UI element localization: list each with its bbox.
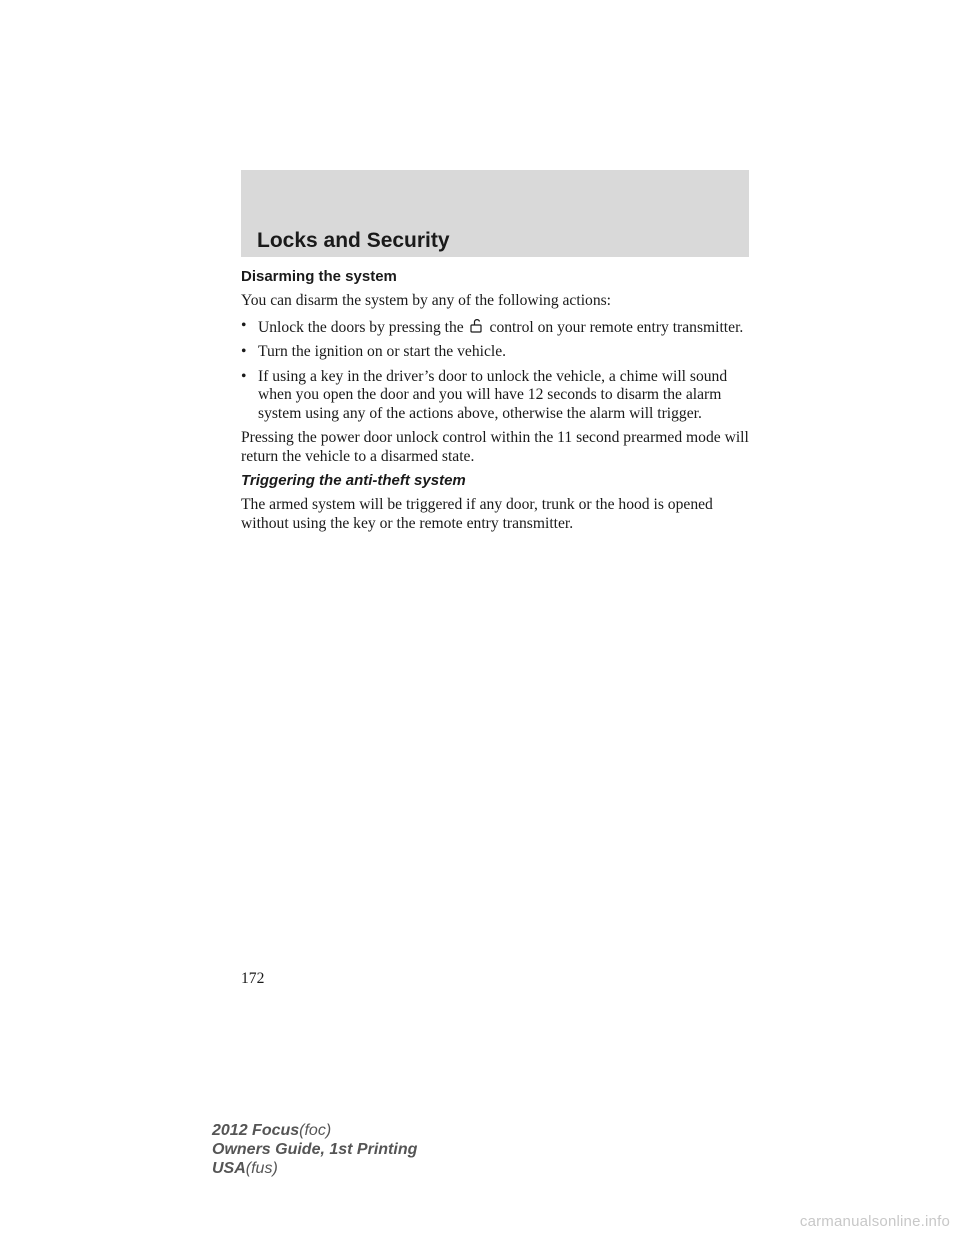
- bullet-glyph: •: [241, 316, 247, 334]
- disarming-heading: Disarming the system: [241, 268, 397, 285]
- footer-line-market: [212, 1159, 417, 1178]
- bullet-glyph: •: [241, 367, 247, 385]
- footer-model-name: 2012 Focus: [212, 1122, 300, 1139]
- footer-market-name: USA: [212, 1160, 246, 1177]
- disarming-note: Pressing the power door unlock control within the 11 second prearmed mode will return the vehicle to a disarmed state.: [241, 429, 749, 465]
- page-number: 172: [241, 970, 265, 987]
- footer-market-code: (fus): [245, 1160, 278, 1177]
- unlock-icon: [468, 317, 484, 333]
- bullet-text-before-icon: Unlock the doors by pressing the: [258, 318, 464, 336]
- triggering-heading: Triggering the anti-theft system: [241, 472, 466, 489]
- bullet-text: If using a key in the driver’s door to unlock the vehicle, a chime will sound when you open the door and you will have 12 seconds to disarm the alarm system using any of the actions above, otherwise the alarm will trigger.: [258, 367, 728, 422]
- page-content: [241, 268, 751, 539]
- footer-line-printing: Owners Guide, 1st Printing: [212, 1141, 418, 1158]
- list-item: [241, 368, 751, 424]
- disarming-intro: You can disarm the system by any of the following actions:: [241, 292, 612, 309]
- bullet-glyph: •: [241, 343, 247, 360]
- disarm-actions-list: [241, 317, 751, 424]
- triggering-body: The armed system will be triggered if any door, trunk or the hood is opened without using the key or the remote entry transmitter.: [241, 496, 713, 532]
- section-title: Locks and Security: [257, 229, 450, 252]
- watermark: carmanualsonline.info: [799, 1213, 950, 1230]
- footer-line-model: [212, 1121, 417, 1140]
- list-item: [241, 317, 751, 338]
- section-header-band: [241, 170, 749, 257]
- list-item: [241, 343, 751, 362]
- footer-model-code: (foc): [299, 1122, 332, 1139]
- document-footer: [212, 1121, 417, 1178]
- bullet-text: Turn the ignition on or start the vehicle.: [258, 343, 507, 360]
- bullet-text-after-icon: control on your remote entry transmitter.: [489, 318, 744, 336]
